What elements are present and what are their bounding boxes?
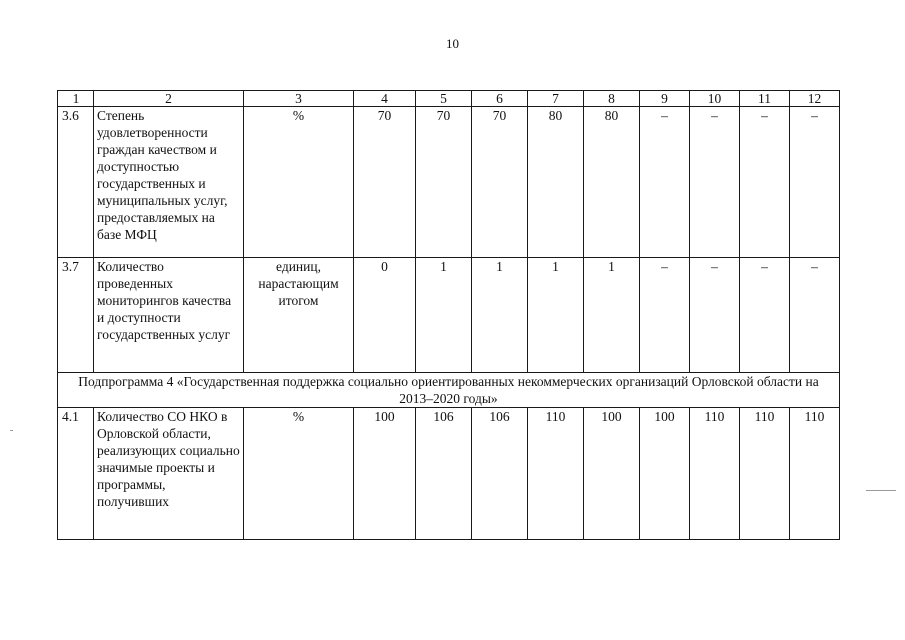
scan-artifact bbox=[10, 430, 13, 431]
col-header-4: 4 bbox=[354, 91, 416, 107]
value-cell: 110 bbox=[528, 408, 584, 540]
indicator-name: Количество проведенных мониторингов качества и доступности государственных услуг bbox=[94, 258, 244, 373]
col-header-1: 1 bbox=[58, 91, 94, 107]
col-header-12: 12 bbox=[790, 91, 840, 107]
row-number: 3.7 bbox=[58, 258, 94, 373]
scan-artifact bbox=[866, 490, 896, 491]
value-cell: – bbox=[640, 258, 690, 373]
unit-cell: единиц, нарастающим итогом bbox=[244, 258, 354, 373]
unit-cell: % bbox=[244, 408, 354, 540]
unit-cell: % bbox=[244, 107, 354, 258]
value-cell: 70 bbox=[416, 107, 472, 258]
value-cell: 70 bbox=[472, 107, 528, 258]
col-header-3: 3 bbox=[244, 91, 354, 107]
col-header-9: 9 bbox=[640, 91, 690, 107]
value-cell: 106 bbox=[416, 408, 472, 540]
value-cell: – bbox=[740, 107, 790, 258]
col-header-6: 6 bbox=[472, 91, 528, 107]
value-cell: – bbox=[690, 258, 740, 373]
value-cell: – bbox=[640, 107, 690, 258]
value-cell: 1 bbox=[528, 258, 584, 373]
value-cell: 100 bbox=[640, 408, 690, 540]
value-cell: – bbox=[790, 258, 840, 373]
col-header-5: 5 bbox=[416, 91, 472, 107]
subprogram-row bbox=[58, 373, 840, 408]
column-number-row bbox=[58, 91, 840, 107]
value-cell: 110 bbox=[790, 408, 840, 540]
value-cell: 100 bbox=[354, 408, 416, 540]
indicator-name: Степень удовлетворенности граждан качеством и доступностью государственных и муниципальных услуг, предоставляемых на базе МФЦ bbox=[94, 107, 244, 258]
subprogram-title: Подпрограмма 4 «Государственная поддержка социально ориентированных некоммерческих организаций Орловской области на 2013–2020 годы» bbox=[58, 373, 840, 408]
value-cell: – bbox=[690, 107, 740, 258]
value-cell: 80 bbox=[584, 107, 640, 258]
table-row bbox=[58, 408, 840, 540]
value-cell: 1 bbox=[472, 258, 528, 373]
indicator-name: Количество СО НКО в Орловской области, реализующих социально значимые проекты и программы, получивших bbox=[94, 408, 244, 540]
value-cell: 0 bbox=[354, 258, 416, 373]
value-cell: 1 bbox=[416, 258, 472, 373]
row-number: 3.6 bbox=[58, 107, 94, 258]
value-cell: 110 bbox=[740, 408, 790, 540]
col-header-10: 10 bbox=[690, 91, 740, 107]
value-cell: 106 bbox=[472, 408, 528, 540]
indicators-table bbox=[57, 90, 840, 540]
value-cell: – bbox=[740, 258, 790, 373]
value-cell: 80 bbox=[528, 107, 584, 258]
value-cell: 110 bbox=[690, 408, 740, 540]
row-number: 4.1 bbox=[58, 408, 94, 540]
table-row bbox=[58, 107, 840, 258]
col-header-8: 8 bbox=[584, 91, 640, 107]
value-cell: 1 bbox=[584, 258, 640, 373]
value-cell: 70 bbox=[354, 107, 416, 258]
table-row bbox=[58, 258, 840, 373]
value-cell: – bbox=[790, 107, 840, 258]
col-header-11: 11 bbox=[740, 91, 790, 107]
col-header-7: 7 bbox=[528, 91, 584, 107]
value-cell: 100 bbox=[584, 408, 640, 540]
page-number: 10 bbox=[446, 36, 459, 51]
col-header-2: 2 bbox=[94, 91, 244, 107]
